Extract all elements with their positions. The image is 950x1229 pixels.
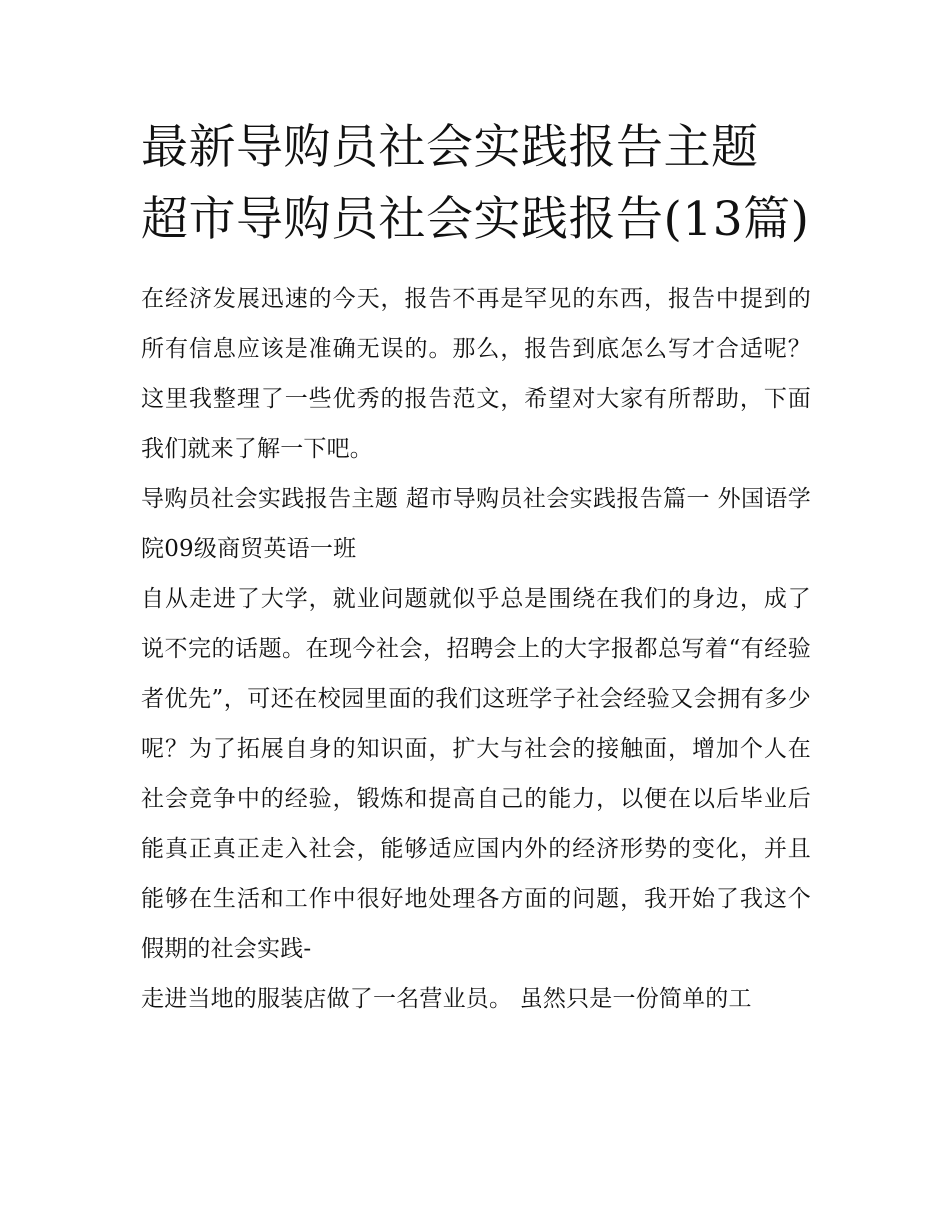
body-paragraph-continued: 走进当地的服装店做了一名营业员。 虽然只是一份简单的工 bbox=[141, 986, 752, 1012]
intro-paragraph: 在经济发展迅速的今天，报告不再是罕见的东西，报告中提到的所有信息应该是准确无误的。那么，报告到底怎么写才合适呢？这里我整理了一些优秀的报告范文，希望对大家有所帮助，下面我们就来了解一下吧。 bbox=[141, 286, 811, 462]
body-paragraph: 自从走进了大学，就业问题就似乎总是围绕在我们的身边，成了说不完的话题。在现今社会，招聘会上的大字报都总写着“有经验者优先”，可还在校园里面的我们这班学子社会经验又会拥有多少呢？为了拓展自身的知识面，扩大与社会的接触面，增加个人在社会竞争中的经验，锻炼和提高自己的能力，以便在以后毕业后能真正真正走入社会，能够适应国内外的经济形势的变化，并且能够在生活和工作中很好地处理各方面的问题，我开始了我这个假期的社会实践- bbox=[141, 586, 811, 962]
document-body bbox=[141, 112, 811, 1024]
document-title: 最新导购员社会实践报告主题 超市导购员社会实践报告(13篇) bbox=[141, 120, 810, 247]
section-heading-paragraph: 导购员社会实践报告主题 超市导购员社会实践报告篇一 外国语学院09级商贸英语一班 bbox=[141, 486, 811, 562]
